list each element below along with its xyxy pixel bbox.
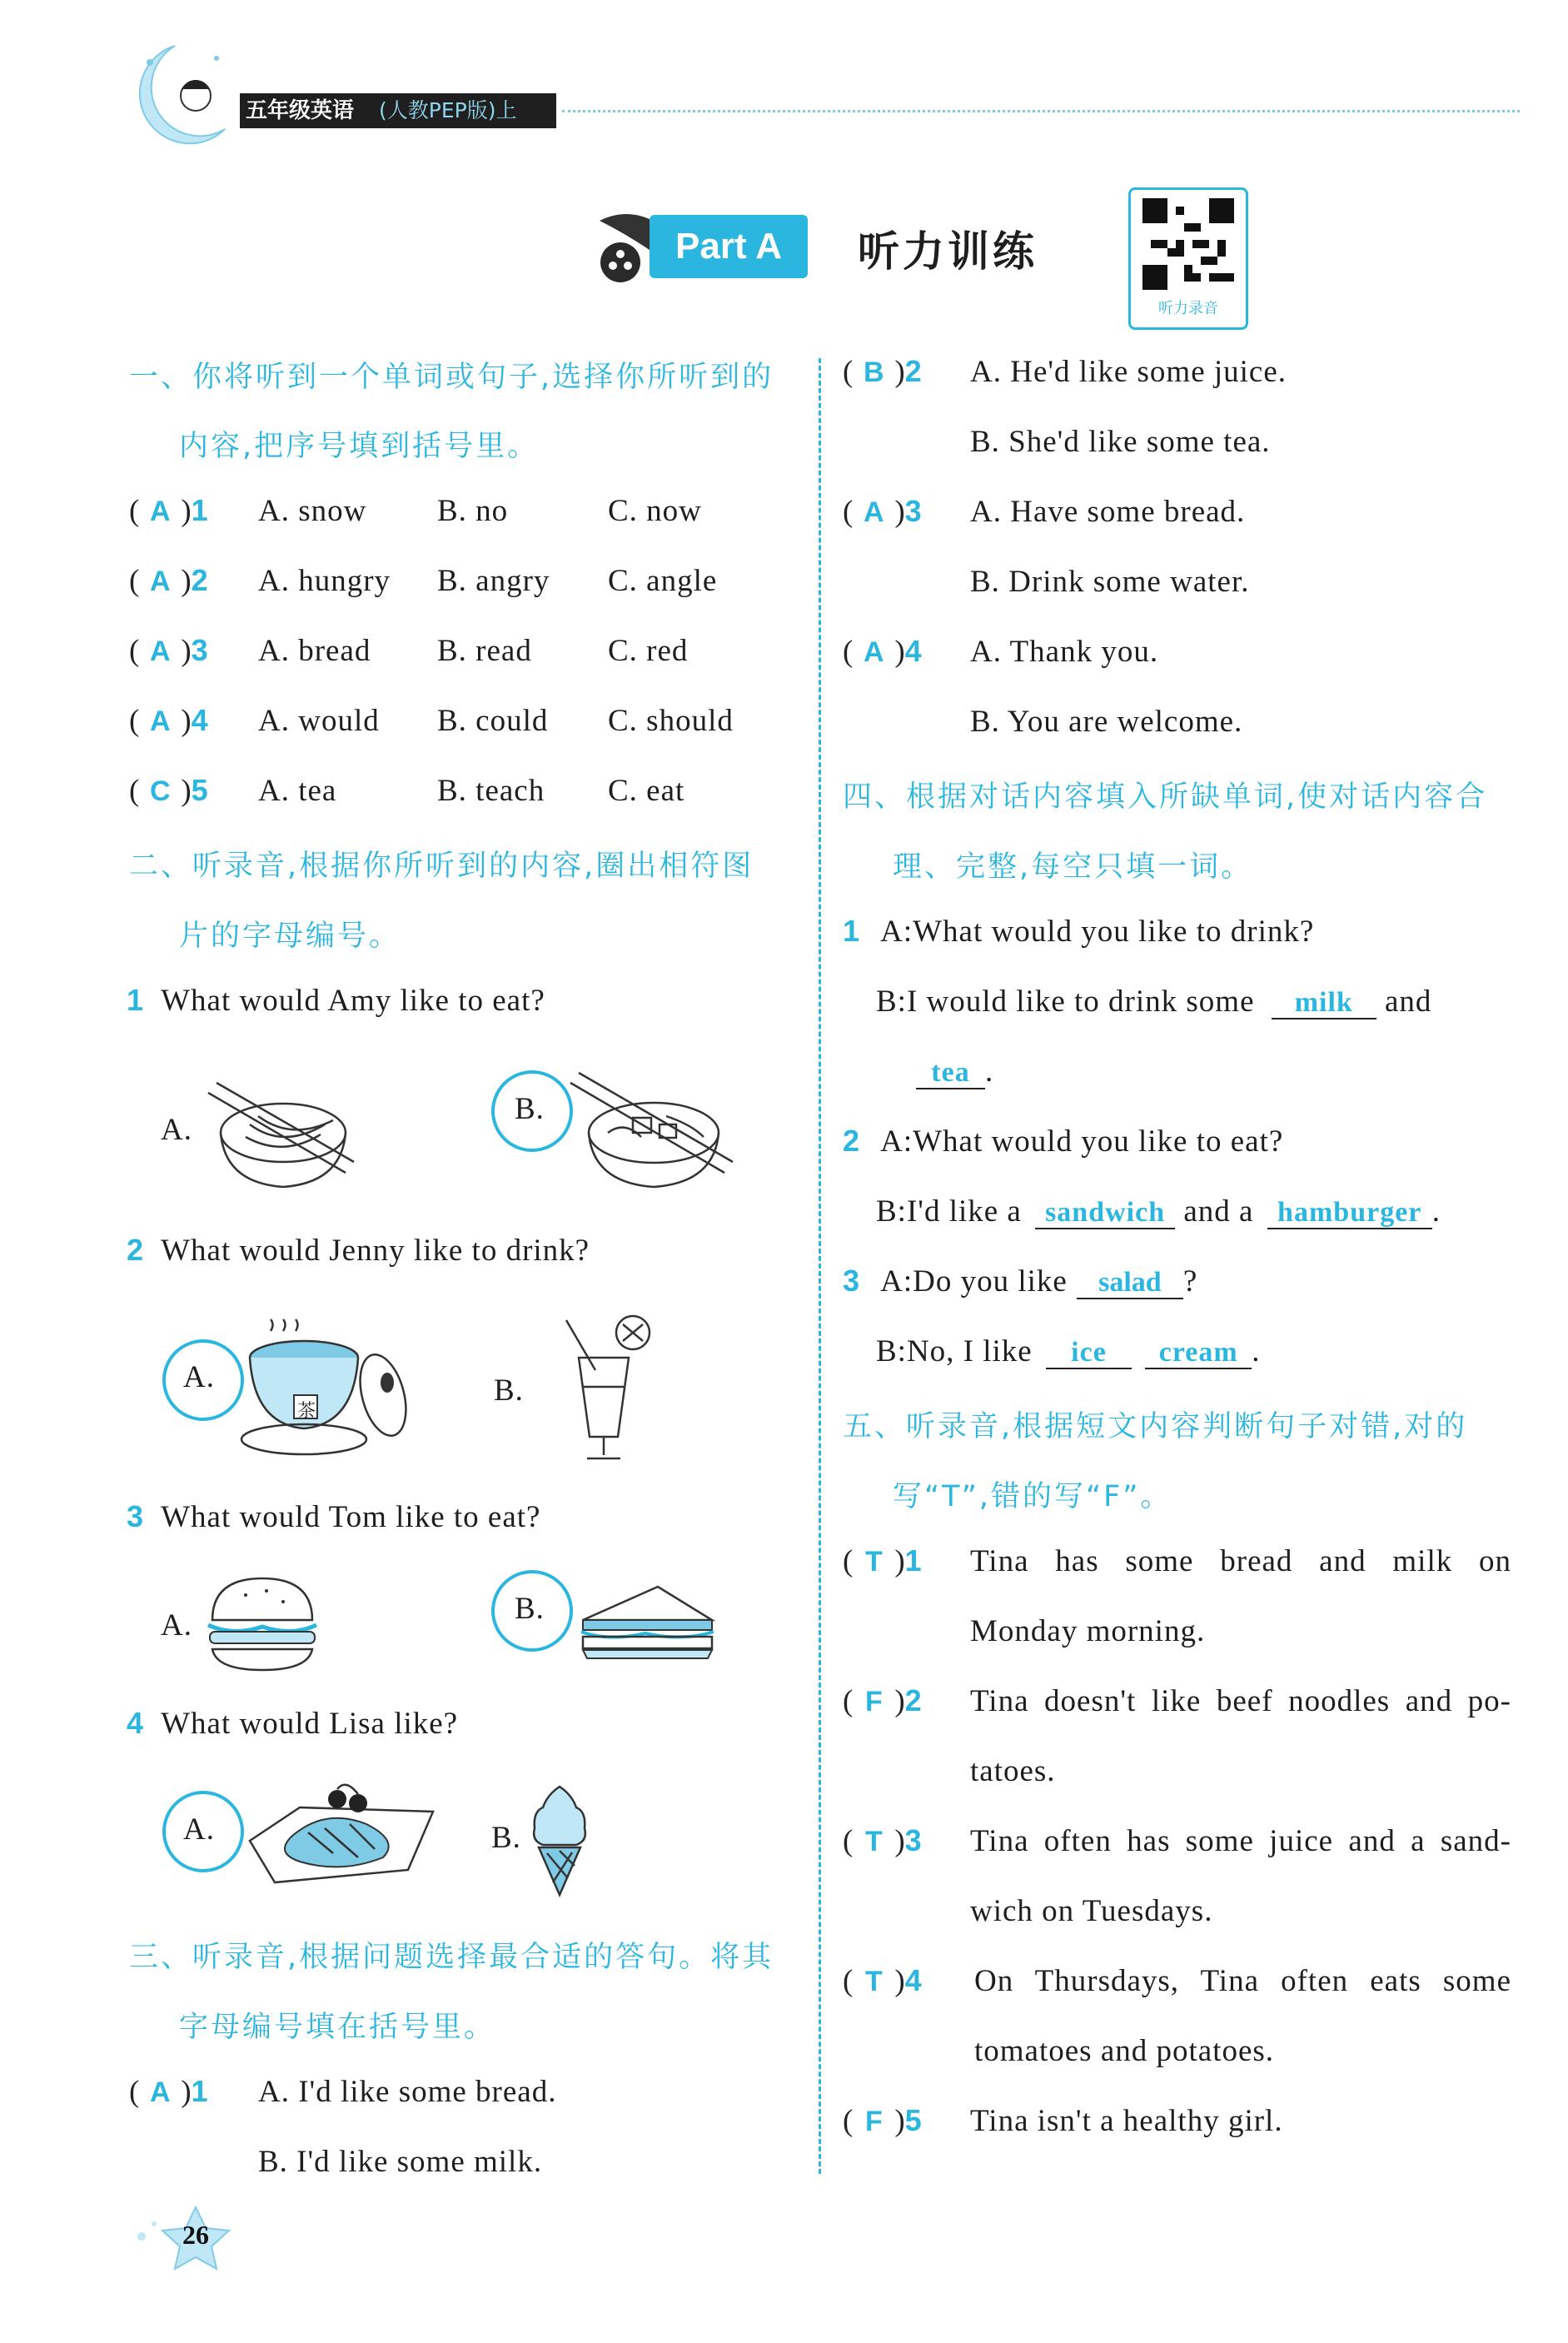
blank-field[interactable]: salad — [1077, 1268, 1183, 1299]
s3-row: ( A )1 — [129, 2074, 208, 2109]
blank-field[interactable]: milk — [1272, 988, 1376, 1019]
option-a: A. tea — [258, 774, 337, 808]
qr-code-frame[interactable] — [1128, 187, 1248, 330]
dialogue-line: B:I'd like a sandwich and a hamburger . — [876, 1194, 1441, 1229]
answer-field[interactable]: B — [864, 356, 884, 388]
answer-field[interactable]: T — [864, 1826, 883, 1857]
answer-field[interactable]: T — [864, 1966, 883, 1997]
section4-instruction: 四、根据对话内容填入所缺单词,使对话内容合 — [843, 780, 1488, 814]
section3-instruction: 三、听录音,根据问题选择最合适的答句。将其 — [129, 1941, 774, 1974]
picture-question: 3 What would Tom like to eat? — [127, 1499, 541, 1534]
book-title: 五年级英语 — [246, 98, 355, 123]
book-edition: (人教PEP版)上 — [379, 98, 517, 122]
answer-field[interactable]: T — [864, 1546, 883, 1578]
s3-row: ( A )3 — [843, 494, 922, 529]
s3-row: ( B )2 — [843, 354, 922, 389]
juice-glass-icon — [550, 1312, 658, 1466]
ice-cream-icon — [526, 1782, 593, 1899]
answer-field[interactable]: A — [150, 2076, 171, 2108]
header-dotted-rule — [562, 110, 1520, 112]
answer-field[interactable]: A — [150, 496, 171, 527]
blank-field[interactable]: cream — [1145, 1338, 1252, 1369]
picture-question: 4 What would Lisa like? — [127, 1706, 459, 1741]
picture-question: 1 What would Amy like to eat? — [127, 983, 545, 1018]
sandwich-icon — [575, 1578, 720, 1674]
option-a: A. snow — [258, 494, 367, 528]
noodle-bowl-icon — [566, 1066, 741, 1199]
option-b-label[interactable]: B. — [491, 1821, 521, 1855]
option-a: A. Thank you. — [970, 635, 1159, 669]
part-label: Part A — [675, 226, 782, 267]
section2-instruction: 二、听录音,根据你所听到的内容,圈出相符图 — [129, 850, 754, 883]
dialogue-line: B:I would like to drink some milk and — [876, 985, 1432, 1019]
option-b: B. no — [437, 494, 509, 528]
s1-row: ( A )2 — [129, 563, 208, 598]
dialogue-line: tea . — [916, 1054, 993, 1089]
page-number: 26 — [182, 2220, 209, 2250]
section5-instruction: 五、听录音,根据短文内容判断句子对错,对的 — [843, 1410, 1468, 1443]
qr-code-icon — [1142, 198, 1234, 290]
statement-text-cont: tatoes. — [970, 1754, 1056, 1788]
statement-text: Tina often has some juice and a sand- — [970, 1824, 1511, 1858]
moon-girl-icon — [117, 37, 241, 150]
option-a: A. He'd like some juice. — [970, 355, 1287, 389]
section4-instruction-cont: 理、完整,每空只填一词。 — [893, 850, 1253, 884]
tf-row: ( F )2 — [843, 1683, 922, 1718]
blank-field[interactable]: ice — [1046, 1338, 1132, 1369]
dialogue-line: 3 A:Do you like salad ? — [843, 1264, 1198, 1299]
qr-caption: 听力录音 — [1158, 300, 1218, 317]
tf-row: ( T )1 — [843, 1543, 922, 1578]
statement-text: Tina has some bread and milk on — [970, 1544, 1511, 1578]
banner-title: 听力训练 — [858, 227, 1038, 276]
option-a-label[interactable]: A. — [183, 1360, 215, 1394]
option-a-label[interactable]: A. — [161, 1113, 192, 1147]
option-b-label[interactable]: B. — [494, 1373, 524, 1408]
option-b: B. could — [437, 704, 549, 738]
option-b: B. read — [437, 634, 532, 668]
salad-plate-icon — [241, 1774, 441, 1891]
option-c: C. should — [608, 704, 734, 738]
section5-instruction-cont: 写“T”,错的写“F”。 — [893, 1480, 1172, 1513]
tf-row: ( T )3 — [843, 1823, 922, 1858]
answer-field[interactable]: A — [150, 566, 171, 597]
answer-field[interactable]: A — [150, 705, 171, 737]
dialogue-line: 1 A:What would you like to drink? — [843, 914, 1315, 949]
s1-row: ( A )1 — [129, 493, 208, 528]
option-a-label[interactable]: A. — [161, 1608, 192, 1643]
hamburger-icon — [200, 1570, 325, 1678]
section2-instruction-cont: 片的字母编号。 — [179, 920, 401, 953]
option-a: A. I'd like some bread. — [258, 2075, 557, 2109]
tea-label: 茶 — [296, 1401, 316, 1422]
option-b: B. Drink some water. — [970, 565, 1250, 599]
s1-row: ( A )3 — [129, 633, 208, 668]
statement-text-cont: tomatoes and potatoes. — [974, 2034, 1275, 2068]
option-a: A. Have some bread. — [970, 495, 1246, 529]
option-b: B. teach — [437, 774, 545, 808]
blank-field[interactable]: hamburger — [1267, 1198, 1432, 1229]
option-c: C. now — [608, 494, 702, 528]
option-b-label[interactable]: B. — [515, 1092, 545, 1126]
option-c: C. eat — [608, 774, 685, 808]
dialogue-line: B:No, I like ice cream . — [876, 1334, 1261, 1368]
option-a: A. bread — [258, 634, 371, 668]
s1-row: ( A )4 — [129, 703, 208, 738]
answer-field[interactable]: A — [864, 496, 884, 528]
picture-question: 2 What would Jenny like to drink? — [127, 1233, 590, 1268]
section3-instruction-cont: 字母编号填在括号里。 — [179, 2011, 496, 2044]
s1-row: ( C )5 — [129, 773, 208, 808]
option-c: C. angle — [608, 564, 718, 598]
statement-text-cont: wich on Tuesdays. — [970, 1894, 1213, 1928]
statement-text: On Thursdays, Tina often eats some — [974, 1964, 1511, 1998]
answer-field[interactable]: A — [150, 636, 171, 667]
tea-cup-icon — [237, 1316, 412, 1462]
answer-field[interactable]: A — [864, 636, 884, 668]
section1-instruction-cont: 内容,把序号填到括号里。 — [179, 430, 540, 463]
option-b: B. She'd like some tea. — [970, 425, 1271, 459]
s3-row: ( A )4 — [843, 634, 922, 669]
option-b: B. You are welcome. — [970, 705, 1243, 739]
option-b: B. I'd like some milk. — [258, 2145, 543, 2179]
option-a-label[interactable]: A. — [183, 1812, 215, 1847]
option-a: A. hungry — [258, 564, 391, 598]
section1-instruction: 一、你将听到一个单词或句子,选择你所听到的 — [129, 361, 774, 394]
statement-text-cont: Monday morning. — [970, 1614, 1206, 1648]
answer-field[interactable]: C — [150, 775, 171, 807]
column-divider — [819, 358, 821, 2174]
blank-field[interactable]: tea — [916, 1058, 985, 1089]
blank-field[interactable]: sandwich — [1035, 1198, 1175, 1229]
statement-text: Tina doesn't like beef noodles and po- — [970, 1684, 1511, 1718]
option-b-label[interactable]: B. — [515, 1592, 545, 1626]
option-c: C. red — [608, 634, 689, 668]
statement-text: Tina isn't a healthy girl. — [970, 2104, 1283, 2138]
tf-row: ( F )5 — [843, 2103, 922, 2138]
answer-field[interactable]: F — [864, 1686, 883, 1717]
answer-field[interactable]: F — [864, 2106, 883, 2137]
dialogue-line: 2 A:What would you like to eat? — [843, 1124, 1284, 1159]
noodle-bowl-icon — [200, 1074, 366, 1199]
option-b: B. angry — [437, 564, 550, 598]
tf-row: ( T )4 — [843, 1963, 922, 1998]
option-a: A. would — [258, 704, 380, 738]
